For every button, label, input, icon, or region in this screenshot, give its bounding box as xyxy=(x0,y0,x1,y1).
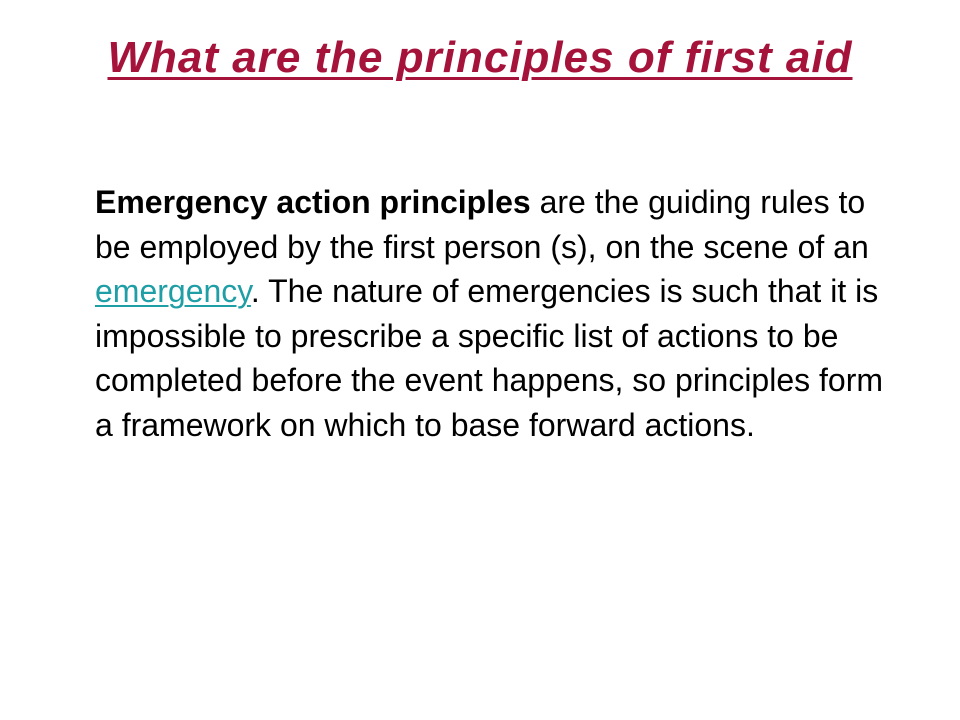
text-before-link: are the guiding rules to be employed by the first person (s), on the scene of an xyxy=(95,184,869,265)
bold-term: Emergency action principles xyxy=(95,184,531,220)
emergency-link[interactable]: emergency xyxy=(95,273,251,309)
body-paragraph xyxy=(95,180,895,447)
text-after-link: . The nature of emergencies is such that it is impossible to prescribe a specific list of actions to be completed before the event happens, so principles form a framework on which to base forward actions. xyxy=(95,273,884,443)
slide-title: What are the principles of first aid xyxy=(107,33,853,82)
